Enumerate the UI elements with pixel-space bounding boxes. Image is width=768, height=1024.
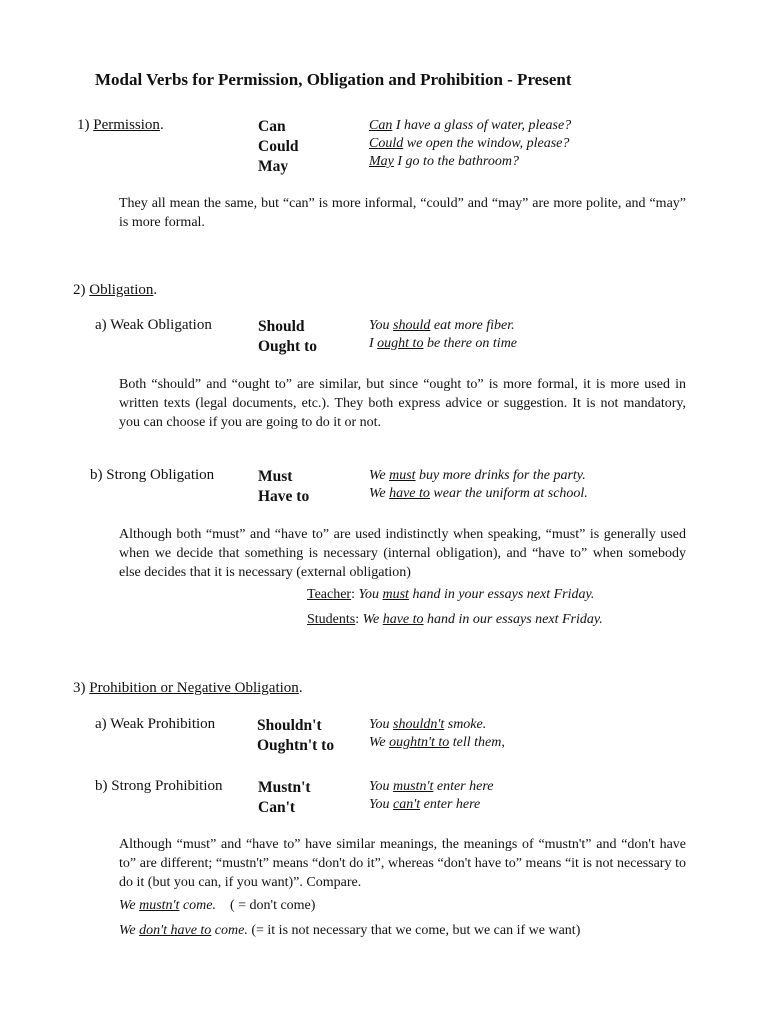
example-list-weak-prohibition <box>369 716 505 752</box>
section-number: 3) <box>73 680 90 696</box>
example-sentence: Could we open the window, please? <box>369 136 570 151</box>
modal-verb: Have to <box>258 488 310 505</box>
subheading-strong-obligation: b) Strong Obligation <box>90 467 215 483</box>
note-paragraph-strong-obligation: Although both “must” and “have to” are used indistinctly when speaking, “must” is generally used when we decide that something is necessary (internal obligation), and “have to” when somebody else decides that it is necessary (external obligation) <box>119 527 686 580</box>
modal-verb: Oughtn't to <box>257 737 335 754</box>
example-list-strong-obligation <box>369 467 588 503</box>
section-punct: . <box>159 117 164 133</box>
subheading-weak-prohibition: a) Weak Prohibition <box>95 716 216 732</box>
section-label: Obligation <box>89 282 154 298</box>
example-sentence: I ought to be there on time <box>369 336 518 351</box>
modal-verb: Should <box>258 318 305 335</box>
speaker-label: Teacher <box>307 587 352 602</box>
compare-line-dont-have-to: We don't have to come. (= it is not necessary that we come, but we can if we want) <box>119 923 581 938</box>
example-sentence: You shouldn't smoke. <box>369 717 487 732</box>
section-label: Prohibition or Negative Obligation <box>89 680 299 696</box>
example-sentence: Can I have a glass of water, please? <box>369 118 572 133</box>
modal-verb: Ought to <box>258 338 317 355</box>
section-label: Permission <box>93 117 160 133</box>
example-sentence: We must buy more drinks for the party. <box>369 468 586 483</box>
modal-verb: Mustn't <box>258 779 311 796</box>
section-heading-prohibition <box>73 680 303 697</box>
example-list-strong-prohibition <box>369 778 493 814</box>
example-sentence: You should eat more fiber. <box>369 318 515 333</box>
note-paragraph-permission: They all mean the same, but “can” is more informal, “could” and “may” are more polite, and “may” is more formal. <box>119 196 686 230</box>
note-paragraph-weak-obligation: Both “should” and “ought to” are similar, but since “ought to” is more formal, it is more used in written texts (legal documents, etc.). They both express advice or suggestion. It is not mandatory, you can choose if you are going to do it or not. <box>119 377 686 430</box>
modal-list-weak-prohibition <box>257 716 334 756</box>
example-sentence: We oughtn't to tell them, <box>369 735 505 750</box>
example-list-weak-obligation <box>369 317 517 353</box>
example-list-permission <box>369 117 571 171</box>
subheading-weak-obligation: a) Weak Obligation <box>95 317 212 333</box>
modal-verb: Could <box>258 138 299 155</box>
page-title: Modal Verbs for Permission, Obligation and Prohibition - Present <box>95 70 572 89</box>
example-sentence: We have to wear the uniform at school. <box>369 486 588 501</box>
dialog-line-teacher: Teacher: You must hand in your essays next Friday. <box>307 587 595 602</box>
section-heading-permission <box>77 117 164 134</box>
modal-verb: May <box>258 158 289 175</box>
modal-verb: Shouldn't <box>257 717 322 734</box>
modal-list-strong-prohibition <box>258 778 311 818</box>
section-number: 2) <box>73 282 90 298</box>
compare-line-mustnt: We mustn't come. ( = don't come) <box>119 898 316 913</box>
subheading-strong-prohibition: b) Strong Prohibition <box>95 778 223 794</box>
modal-list-weak-obligation <box>258 317 317 357</box>
modal-list-strong-obligation <box>258 467 309 507</box>
modal-list-permission <box>258 117 299 177</box>
modal-verb: Can't <box>258 799 296 816</box>
section-number: 1) <box>77 117 94 133</box>
speaker-label: Students <box>307 612 356 627</box>
example-sentence: May I go to the bathroom? <box>369 154 519 169</box>
modal-verb: Can <box>258 118 286 135</box>
section-heading-obligation <box>73 282 157 299</box>
note-paragraph-prohibition: Although “must” and “have to” have similar meanings, the meanings of “mustn't” and “don't have to” are different; “mustn't” means “don't do it”, whereas “don't have to” means “it is not necessary to do it (but you can, if you want)”. Compare. <box>119 837 686 890</box>
section-punct: . <box>153 282 158 298</box>
example-sentence: You can't enter here <box>369 797 481 812</box>
section-punct: . <box>298 680 303 696</box>
modal-verb: Must <box>258 468 293 485</box>
example-sentence: You mustn't enter here <box>369 779 494 794</box>
dialog-line-students: Students: We have to hand in our essays next Friday. <box>307 612 603 627</box>
